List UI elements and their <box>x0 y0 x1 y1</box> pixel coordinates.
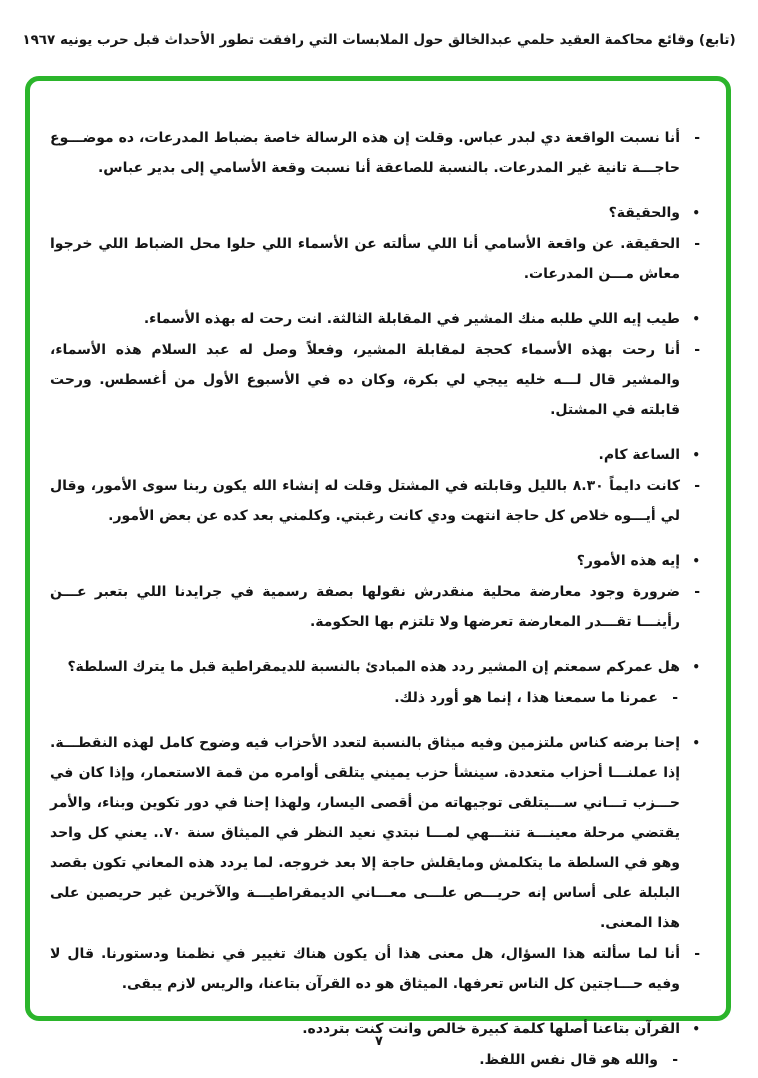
dialog-text: عمرنا ما سمعنا هذا ، إنما هو أورد ذلك. <box>394 690 658 706</box>
answer-item <box>50 335 700 425</box>
dash-icon: - <box>694 236 700 252</box>
dialog-text: إحنا برضه كناس ملتزمين وفيه ميثاق بالنسبة لتعدد الأحزاب فيه وضوح كامل لهذه النقطـــة. إذا عملنـــا أحزاب متعددة. سينشأ حزب يميني يتلقى أوامره من قمة الاستعمار، وإذا كان في حـــزب تـــاني ســـيتلقى توجيهاته من أقصى اليسار، ولهذا إحنا في دور تكوين وبناء، والأمر يقتضي مرحلة معينـــة تنتـــهي لمـــا نبتدي نعيد النظر في الميثاق سنة ٧٠.. يعني كل واحد وهو في السلطة ما يتكلمش ومايقلش حاجة إلا بعد خروجه. لما يردد هذه المعاني تكون بقصد البلبلة على أساس إنه حريـــص علـــى معـــاني الديمقراطيـــة والآخرين غير حريصين على هذا المعنى. <box>50 735 680 931</box>
bullet-icon: • <box>692 736 700 750</box>
page-number: ٧ <box>375 1034 383 1049</box>
dash-icon: - <box>694 130 700 146</box>
question-item <box>50 652 700 682</box>
page-header-title: (تابع) وقائع محاكمة العقيد حلمي عبدالخالق حول الملابسات التي رافقت تطور الأحداث قبل حرب يونيه ١٩٦٧ <box>22 32 736 48</box>
dash-icon: - <box>694 342 700 358</box>
dialog-text: ضرورة وجود معارضة محلية منقدرش نقولها بصفة رسمية في جرايدنا اللي بتعبر عـــن رأينـــا تقـــدر المعارضة تعرضها ولا تلتزم بها الحكومة. <box>50 584 680 630</box>
green-border-frame <box>25 76 731 1068</box>
dialog-list <box>30 81 726 1075</box>
bullet-icon: • <box>692 660 700 674</box>
bullet-icon: • <box>692 554 700 568</box>
dialog-text: كانت دايماً ٨.٣٠ بالليل وقابلته في المشتل وقلت له إنشاء الله يكون ربنا سوى الأمور، وقال لي أيـــوه خلاص كل حاجة انتهت ودي كانت رغبتي. وكلمني بعد كده عن بعض الأمور. <box>50 478 681 524</box>
dash-icon: - <box>694 478 700 494</box>
dialog-text: هل عمركم سمعتم إن المشير ردد هذه المبادئ بالنسبة للديمقراطية قبل ما يترك السلطة؟ <box>67 659 680 675</box>
question-item <box>50 198 700 228</box>
answer-item <box>50 577 700 637</box>
answer-item <box>50 1045 700 1075</box>
dialog-text: القرآن بتاعنا أصلها كلمة كبيرة خالص وانت كنت بتردده. <box>302 1021 680 1037</box>
dash-icon: - <box>672 1052 678 1068</box>
question-item <box>50 440 700 470</box>
dialog-text: أنا رحت بهذه الأسماء كحجة لمقابلة المشير، وفعلاً وصل له عبد السلام هذه الأسماء، والمشير قال لـــه خليه ييجي لي بكرة، وكان ده في الأسبوع الأول من أغسطس. ورحت قابلته في المشتل. <box>50 342 680 418</box>
bullet-icon: • <box>692 206 700 220</box>
bullet-icon: • <box>692 448 700 462</box>
answer-item <box>50 123 700 183</box>
answer-item <box>50 471 700 531</box>
bullet-icon: • <box>692 1022 700 1036</box>
bullet-icon: • <box>692 312 700 326</box>
question-item <box>50 546 700 576</box>
question-item <box>50 304 700 334</box>
dash-icon: - <box>694 584 700 600</box>
answer-item <box>50 939 700 999</box>
question-item <box>50 728 700 938</box>
dialog-text: الحقيقة. عن واقعة الأسامي أنا اللي سألته عن الأسماء اللي حلوا محل الضباط اللي خرجوا معاش مـــن المدرعات. <box>50 236 680 282</box>
dialog-text: طيب إيه اللي طلبه منك المشير في المقابلة الثالثة. انت رحت له بهذه الأسماء. <box>143 311 680 327</box>
dash-icon: - <box>694 946 700 962</box>
answer-item <box>50 229 700 289</box>
dialog-text: إيه هذه الأمور؟ <box>576 553 680 569</box>
dash-icon: - <box>672 690 678 706</box>
answer-item <box>50 683 700 713</box>
dialog-text: والله هو قال نفس اللفظ. <box>479 1052 658 1068</box>
dialog-text: أنا نسبت الواقعة دي لبدر عباس. وقلت إن هذه الرسالة خاصة بضباط المدرعات، ده موضـــوع حاجـــة تانية غير المدرعات. بالنسبة للصاعقة أنا نسبت وقعة الأسامي إلى بدير عباس. <box>50 130 680 176</box>
dialog-text: والحقيقة؟ <box>608 205 680 221</box>
dialog-text: أنا لما سألته هذا السؤال، هل معنى هذا أن يكون هناك تغيير في نظمنا ودستورنا. قال لا وفيه حـــاجتين كل الناس تعرفها. الميثاق هو ده القرآن بتاعنا، والريس لازم يبقى. <box>50 946 680 992</box>
dialog-text: الساعة كام. <box>598 447 680 463</box>
